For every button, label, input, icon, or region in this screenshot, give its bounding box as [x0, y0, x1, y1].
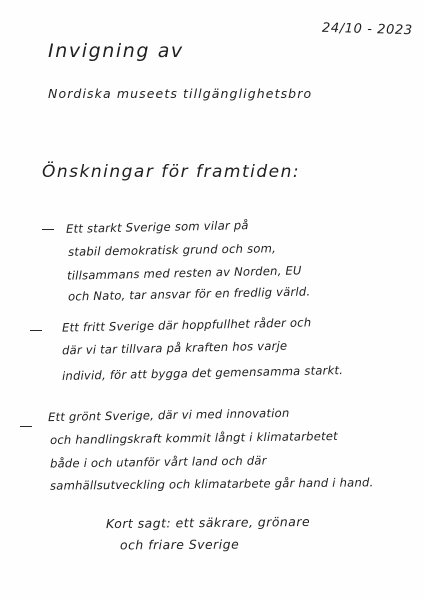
closing-line-2: och friare Sverige: [119, 536, 240, 553]
note-date: 24/10 - 2023: [321, 20, 413, 39]
wish-2-line-1: Ett fritt Sverige där hoppfullhet råder och: [61, 315, 312, 335]
wish-1-line-4: och Nato, tar ansvar för en fredlig värld.: [67, 284, 311, 304]
wish-1-line-2: stabil demokratisk grund och som,: [67, 241, 277, 259]
wishes-heading: Önskningar för framtiden:: [42, 162, 301, 182]
bullet-dash: [42, 229, 54, 230]
wish-3-line-4: samhällsutveckling och klimatarbete går hand i hand.: [49, 475, 374, 493]
wish-2-line-2: där vi tar tillvara på kraften hos varje: [61, 338, 288, 358]
wish-3-line-2: och handlingskraft kommit långt i klimatarbetet: [49, 428, 338, 448]
closing-line-1: Kort sagt: ett säkrare, grönare: [105, 513, 311, 532]
note-title: Invigning av: [48, 40, 184, 62]
bullet-dash: [20, 426, 32, 427]
wish-1-line-1: Ett starkt Sverige som vilar på: [65, 218, 249, 236]
bullet-dash: [30, 330, 42, 331]
wish-3-line-1: Ett grönt Sverige, där vi med innovation: [47, 405, 290, 425]
wish-3-line-3: både i och utanför vårt land och där: [49, 453, 267, 471]
wish-1-line-3: tillsammans med resten av Norden, EU: [66, 263, 302, 283]
note-subtitle: Nordiska museets tillgänglighetsbro: [48, 86, 313, 101]
wish-2-line-3: individ, för att bygga det gemensamma starkt.: [61, 363, 344, 383]
